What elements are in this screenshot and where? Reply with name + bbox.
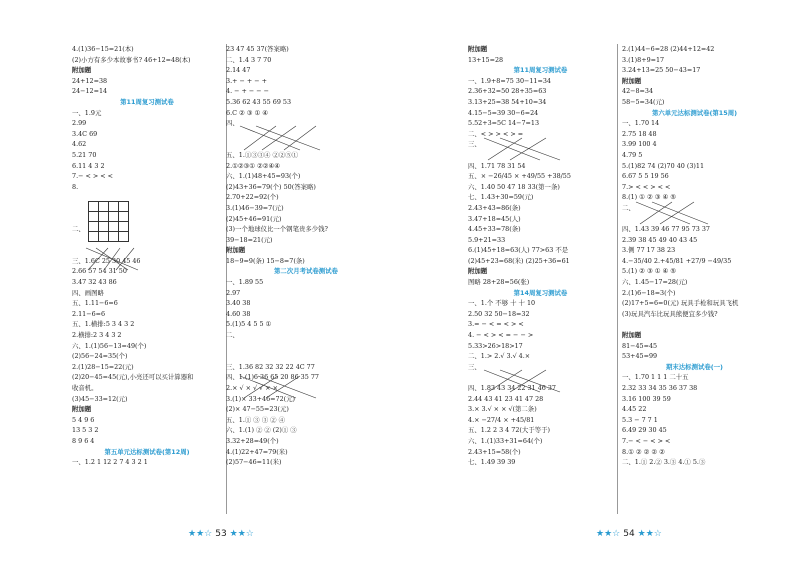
answer-line: 6.49 29 30 45 [622,426,667,435]
answer-line: 42−8=34 [622,87,654,96]
answer-line: 53+45=99 [622,352,658,361]
answer-line: 4. − + − − − [226,87,270,96]
answer-line: 6.67 5 5 19 56 [622,172,669,181]
answer-line: 3.99 100 4 [622,140,657,149]
answer-line: 6.11 4 3 2 [72,161,105,170]
answer-line: 收音机。 [72,384,98,392]
answer-line: 四、画图略 [72,288,104,297]
answer-line: 一、1.9+8=75 30−11=34 [468,76,551,85]
answer-line: 七、1.43+30=59(元) [468,193,534,202]
answer-line: 5.(1) ② ③ ① ④ ⑤ [622,267,676,276]
answer-line: 5.21 70 [72,150,97,159]
bonus-heading: 附加题 [72,405,92,414]
answer-line: 3.侧 77 17 38 23 [622,246,676,255]
answer-line: 3.+ − + − + [226,76,267,85]
answer-line: 4.× −27/4 × +45/81 [468,415,535,424]
answer-line: 2.32 33 34 35 36 37 38 [622,384,698,392]
section-heading: 第11周复习测试卷 [513,66,568,75]
answer-line: 三、1.36 82 32 32 22 4C 77 [226,362,315,371]
answer-line: 六、1.(1)48+45=93(个) [226,172,301,181]
answer-line: (2)45+46=91(元) [226,214,282,223]
answer-line: 2.50 32 50−18=32 [468,309,530,318]
answer-line: 2.75 18 48 [622,129,657,138]
answer-line: (2)57−46=11(米) [226,458,282,467]
answer-line: 六、1.(1)56−13=49(个) [72,341,147,350]
page-number: 54 [623,529,635,539]
answer-line: 5.(1)82 74 (2)70 40 (3)11 [622,161,705,170]
answer-line: 13+15=28 [468,55,504,64]
answer-line: 4. − < > < = − − > [468,331,534,340]
answer-line: (2)小方有多少本故事书? 46+12=48(本) [72,55,191,64]
answer-line: 6.C ② ③ ① ④ [226,108,269,117]
answer-line: 7.− < − < > < [622,436,671,445]
answer-line: 3.40 38 [226,299,251,308]
answer-line: 2.(1)44−6=28 (2)44+12=42 [622,45,715,53]
answer-line: 4.15−5=39 30−6=24 [468,108,539,117]
answer-line: 二、 [226,331,239,340]
answer-line: 3.= − < = < > < [468,320,524,329]
answer-line: 5.9+21=33 [468,235,506,244]
answer-line: 4.(1)36−15=21(本) [72,45,134,53]
answer-line: 24−12=14 [72,87,108,96]
answer-line: 18−9=9(条) 15−8=7(条) [226,256,305,265]
section-heading: 第11周复习测试卷 [120,97,174,106]
answer-line: 三、 [468,140,481,149]
answer-line: 四、1.71 78 31 54 [468,161,526,170]
answer-line: 2.43+15=58(个) [468,447,521,456]
answer-line: 一、1.70 1 1 1 二十五 [622,373,689,382]
answer-line: 六、1.(1)33+31=64(个) [468,436,543,445]
answer-line: 2.11−6=6 [72,309,106,318]
answer-line: 3.(1)46−39=7(元) [226,203,284,212]
answer-line: 4.79 5 [622,150,643,159]
answer-line: 7.> < < > < < [622,182,671,191]
answer-line: 2.66 57 54 31 50 [72,267,127,276]
answer-line: 4.45+33=78(条) [468,225,521,234]
answer-line: 58−5=34(元) [622,97,665,106]
answer-line: 8.① ② ② ② ② [622,447,665,456]
answer-line: 3.47 32 43 86 [72,278,117,287]
answer-line: 3.(1)× 33+46=72(元) [226,394,296,403]
answer-line: (2)56−24=35(个) [72,352,128,361]
answer-line: 5.33>26>18>17 [468,341,523,350]
answer-line: 六、1.40 50 47 18 33(第一条) [468,182,560,191]
answer-line: 四、1.(1)6 36 65 20 86 35 77 [226,373,319,382]
answer-line: 五、1.2 2 3 4 72(大于等于) [468,426,550,435]
answer-line: (2)20−45=45(元),小亮还可以买计算器和 [72,373,194,382]
answer-line: 一、1.2 1 12 2 7 4 3 2 1 [72,458,148,467]
answer-line: 2.44 43 41 23 41 47 28 [468,394,544,403]
answer-line: 一、1.70 14 [622,119,660,128]
answer-line: 五、1.①③③④ ②②⑤① [226,150,299,159]
answer-line: 3.4C 69 [72,129,98,138]
answer-line: 4.60 38 [226,309,251,318]
page54-footer: ★★☆ 54 ★★☆ [596,529,662,539]
answer-line: 5.36 62 43 55 69 53 [226,97,292,106]
answer-line: 六、1.(1) ② ② (2)① ③ [226,426,297,435]
answer-line: 3.16 100 39 59 [622,394,671,403]
answer-line: 5 4 9 6 [72,415,95,424]
answer-line: 六、1.45−17=28(元) [622,278,688,287]
section-heading: 第五单元达标测试卷(第12周) [104,447,190,456]
answer-line: 8 9 6 4 [72,436,95,445]
answer-line: 图略 28+28=56(张) [468,278,530,287]
answer-line: 3.× 3.√ × × √(第二条) [468,405,537,414]
answer-line: 二、 [622,203,635,212]
answer-line: 4.(1)22+47=79(米) [226,447,288,456]
section-heading: 第六单元达标测试卷(第15周) [651,108,738,117]
answer-line: (2)17+5=6=0(元) 玩具手枪和玩具飞机 [622,299,739,308]
answer-line: 二、< > > < > = [468,129,524,138]
answer-line: 2.43+43=86(条) [468,203,521,212]
answer-line: 五、1.① ③ ③ ② ④ [226,415,285,424]
answer-line: 四、1.83 43 34 22 31 46 37 [468,384,556,392]
answer-line: 2.14 47 [226,66,251,75]
answer-line: (2)43+36=79(个) 50(答案略) [226,182,316,191]
answer-line: 5.(1)5 4 5 5 ① [226,320,272,329]
answer-line: 4.−35/40 2.+45/81 +27/9 −49/35 [622,256,732,265]
answer-line: 24+12=38 [72,76,108,85]
bonus-heading: 附加题 [226,246,246,255]
bonus-heading: 附加题 [622,331,642,340]
section-heading: 期末达标测试卷(一) [666,362,723,371]
answer-line: 二、 [72,225,85,234]
answer-line: (2)× 47−55=23(元) [226,405,289,414]
answer-line: (2)45+23=68(米) (2)25+36=61 [468,256,570,265]
answer-line: 二、1.① 2.② 3.③ 4.① 5.③ [622,458,706,467]
page53-footer: ★★☆ 53 ★★☆ [188,529,254,539]
answer-line: 3.47+18=45(人) [468,214,521,223]
answer-line: 3.32+28=49(个) [226,436,279,445]
answer-line: 2.36+32=50 28+35=63 [468,87,547,96]
answer-line: 3.13+25=38 54+10=34 [468,97,547,106]
answer-line: 3.24+13=25 50−43=17 [622,66,701,75]
answer-line: 5.52+3=5C 14−7=13 [468,119,540,128]
answer-line: 2.97 [226,288,241,297]
answer-line: 39−18=21(元) [226,235,273,244]
answer-line: 2.70+22=92(个) [226,193,279,202]
section-heading: 第14周复习测试卷 [513,288,568,297]
answer-line: 4.45 22 [622,405,647,414]
answer-line: 五、1.横排:5 3 4 3 2 [72,320,135,329]
answer-line: 四、1.43 39 46 77 95 73 37 [622,225,710,234]
bonus-heading: 附加题 [72,66,92,75]
answer-line: 一、1.89 55 [226,278,264,287]
answer-line: (3)玩具汽车比玩具熊便宜多少钱? [622,309,718,318]
answer-line: 一、1.9元 [72,108,102,117]
answer-line: 二、1.4 3 7 70 [226,55,272,64]
page-number: 53 [215,529,227,539]
bonus-heading: 附加题 [468,45,488,53]
answer-line: 5.3 − 7 7 1 [622,415,658,424]
answer-line: 四、 [226,119,239,128]
answer-line: 三、1.6C 25 30 45 46 [72,256,141,265]
answer-line: 23 47 45 37(答案略) [226,45,289,53]
answer-line: 2.(1)6−18=3(个) [622,288,676,297]
answer-line: 2.× √ × √ √ × × [226,384,278,392]
answer-line: (3)45−33=12(元) [72,394,128,403]
answer-line: 2.99 [72,119,87,128]
answer-line: 2.①②③① ②②④④ [226,161,280,170]
answer-line: 7.− < > < < [72,172,113,181]
answer-line: 五、× −26/45 × +49/55 +38/55 [468,172,571,181]
answer-line: 81−45=45 [622,341,658,350]
answer-line: 七、1.49 39 39 [468,458,516,467]
answer-line: 8.(1) ① ② ③ ④ ⑤ [622,193,676,202]
answer-line: 13 5 3 2 [72,426,99,435]
answer-line: 2.(1)28−15=22(元) [72,362,134,371]
answer-line: 一、1.个 不够 十 十 10 [468,299,536,308]
bonus-heading: 附加题 [468,267,488,276]
answer-line: 2.横排:2 3 4 3 2 [72,331,122,340]
answer-line: 二、1.> 2.√ 3.√ 4.× [468,352,531,361]
answer-line: (3)一个地球仪比一个钢笔贵多少钱? [226,225,328,234]
answer-line: 2.39 38 45 49 40 43 45 [622,235,698,244]
answer-line: 6.(1)45+18=63(人) 77>63 不是 [468,246,569,255]
answer-line: 4.62 [72,140,87,149]
bonus-heading: 附加题 [622,76,642,85]
section-heading: 第二次月考试卷测试卷 [274,267,338,276]
answer-line: 3.(1)8+9=17 [622,55,665,64]
answer-line: 三、 [468,362,481,371]
answer-line: 8. [72,182,79,191]
answer-line: 五、1.11−6=6 [72,299,118,308]
